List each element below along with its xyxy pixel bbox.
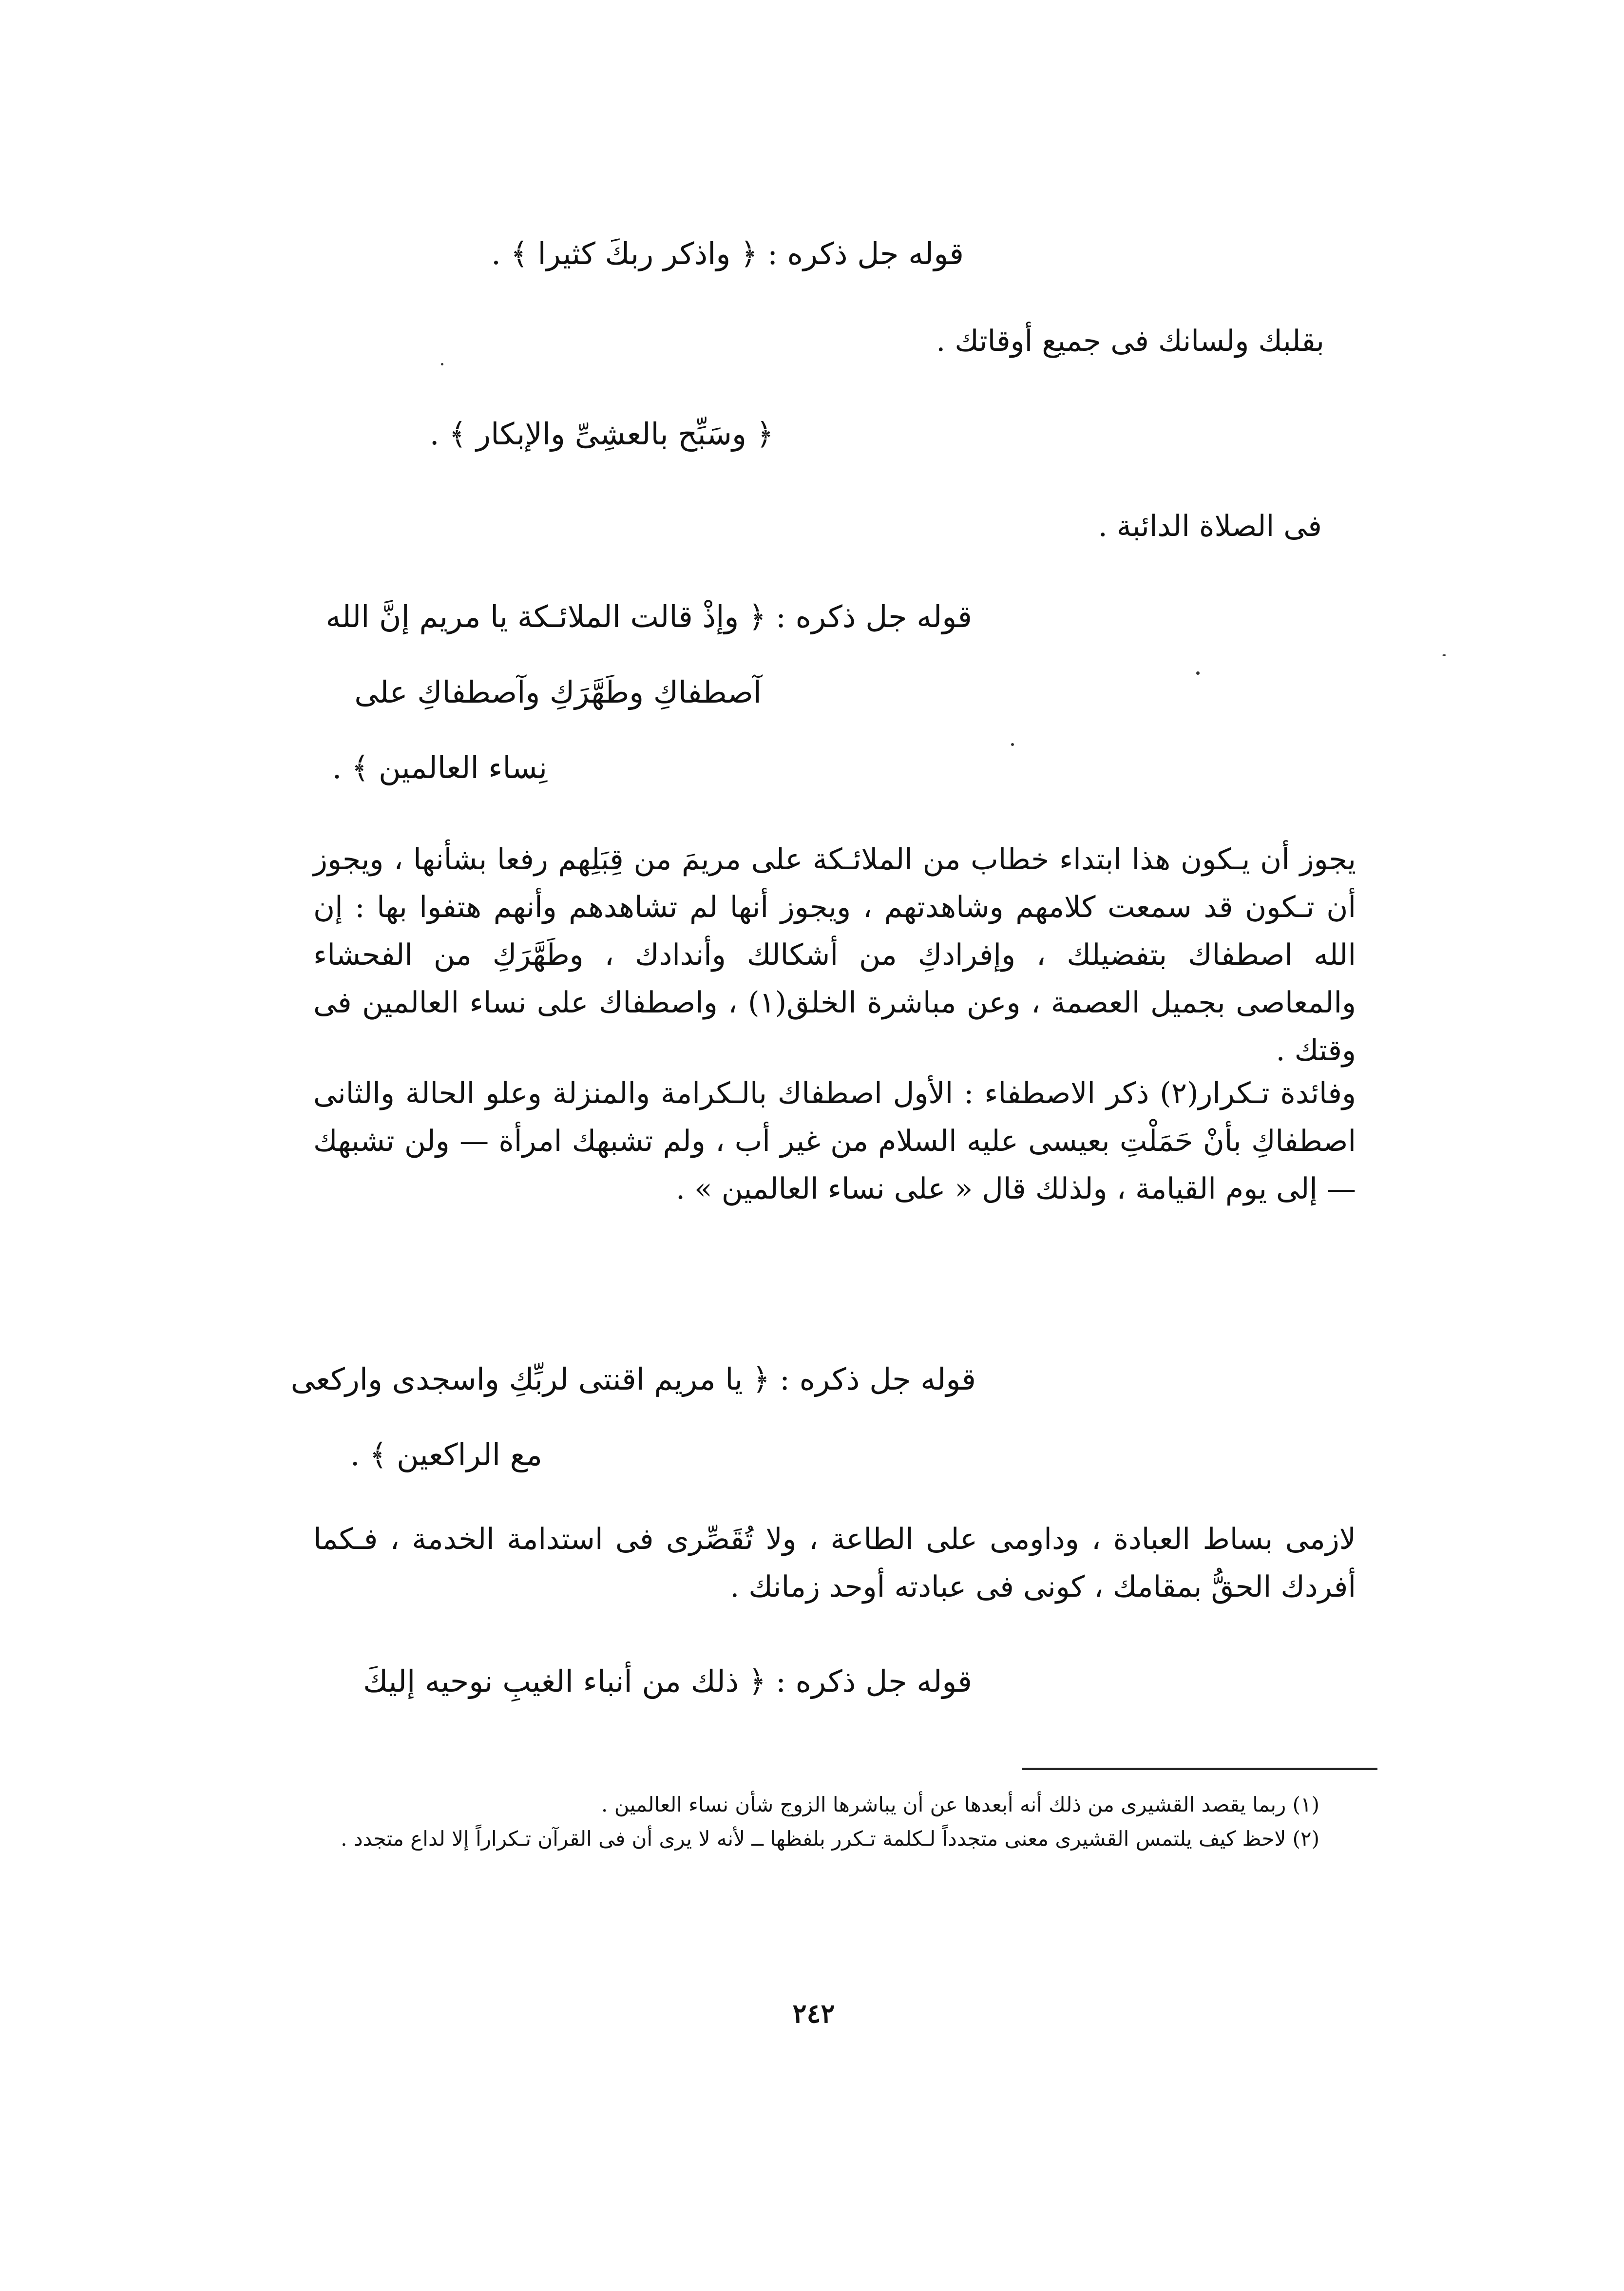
scan-speck	[1196, 671, 1200, 675]
verse-4-line-1: قوله جل ذكره : ﴿ يا مريم اقنتى لربِّكِ واسجدى واركعى	[290, 1361, 976, 1397]
footnote-1: (١) ربما يقصد القشيرى من ذلك أنه أبعدها عن أن يباشرها الزوج شأن نساء العالمين .	[601, 1793, 1319, 1816]
verse-3-line-2: آصطفاكِ وطَهَّرَكِ وآصطفاكِ على	[354, 674, 762, 710]
footnote-separator	[1022, 1768, 1377, 1770]
page-number: ٢٤٢	[792, 1998, 835, 2029]
verse-1: قوله جل ذكره : ﴿ واذكر ربكَ كثيرا ﴾ .	[491, 236, 964, 271]
commentary-paragraph-1: يجوز أن يـكون هذا ابتداء خطاب من الملائـكة على مريمَ من قِبَلِهم رفعا بشأنها ، ويجوز أن تـكون قد سمعت كلامهم وشاهدتهم ، ويجوز أنها لم تشاهدهم وأنهم هتفوا بها : إن الله اصطفاك بتفضيلك ، وإفرادكِ من أشكالك وأندادك ، وطَهَّرَكِ من الفحشاء والمعاصى بجميل العصمة ، وعن مباشرة الخلق(١) ، واصطفاك على نساء العالمين فى وقتك .	[313, 842, 1356, 1068]
footnote-2: (٢) لاحظ كيف يلتمس القشيرى معنى متجدداً لـكلمة تـكرر بلفظها ــ لأنه لا يرى أن فى القرآن تـكراراً إلا لداع متجدد .	[341, 1827, 1319, 1851]
commentary-paragraph-2: وفائدة تـكرار(٢) ذكر الاصطفاء : الأول اصطفاك بالـكرامة والمنزلة وعلو الحالة والثانى اصطفاكِ بأنْ حَمَلْتِ بعيسى عليه السلام من غير أب ، ولم تشبهك امرأة — ولن تشبهك — إلى يوم القيامة ، ولذلك قال « على نساء العالمين » .	[313, 1076, 1356, 1206]
verse-2: ﴿ وسَبِّح بالعشِىِّ والإبكار ﴾ .	[429, 416, 774, 452]
comment-2: فى الصلاة الدائبة .	[1098, 509, 1322, 543]
scan-speck	[441, 363, 443, 365]
verse-3-line-3: نِساء العالمين ﴾ .	[332, 750, 547, 785]
scan-speck	[1442, 654, 1446, 656]
verse-4-line-2: مع الراكعين ﴾ .	[350, 1437, 542, 1472]
commentary-paragraph-3: لازمى بساط العبادة ، وداومى على الطاعة ، ولا تُقَصِّرى فى استدامة الخدمة ، فـكما أفردك الحقُّ بمقامك ، كونى فى عبادته أوحد زمانك .	[313, 1522, 1356, 1604]
verse-5: قوله جل ذكره : ﴿ ذلك من أنباء الغيبِ نوحيه إليكَ	[363, 1663, 972, 1699]
comment-1: بقلبك ولسانك فى جميع أوقاتك .	[936, 324, 1324, 358]
scan-speck	[1011, 743, 1014, 746]
verse-3-line-1: قوله جل ذكره : ﴿ وإذْ قالت الملائـكة يا مريم إنَّ الله	[325, 599, 972, 634]
